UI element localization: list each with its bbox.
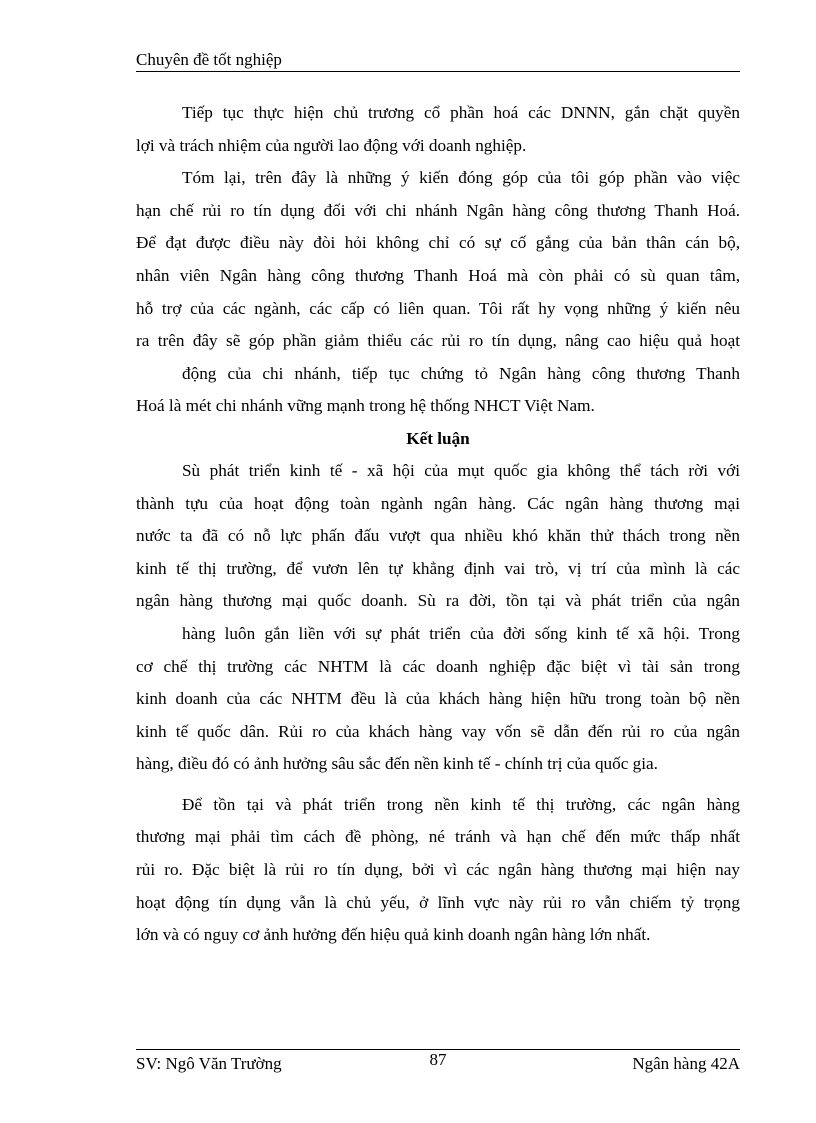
text-line: hàng luôn gắn liền với sự phát triển của đời sống kinh tế xã hội. Trong xyxy=(182,623,740,643)
body-text xyxy=(136,97,740,952)
paragraph-gap xyxy=(136,781,740,789)
text-line: hạn chế rủi ro tín dụng đối với chi nhánh Ngân hàng công thương Thanh Hoá. xyxy=(136,200,740,220)
text-line: nước ta đã có nỗ lực phấn đấu vượt qua nhiều khó khăn thử thách trong nền xyxy=(136,526,740,546)
text-line: rủi ro. Đặc biệt là rủi ro tín dụng, bởi vì các ngân hàng thương mại hiện nay xyxy=(136,860,740,880)
text-line: hỗ trợ của các ngành, các cấp có liên quan. Tôi rất hy vọng những ý kiến nêu xyxy=(136,298,740,318)
text-line: Hoá là mét chi nhánh vững mạnh trong hệ thống NHCT Việt Nam. xyxy=(136,396,595,416)
footer-student-name: SV: Ngô Văn Trường xyxy=(136,1054,282,1073)
text-line: kinh tế thị trường, để vươn lên tự khẳng định vai trò, vị trí của mình là các xyxy=(136,558,740,578)
text-line: Tóm lại, trên đây là những ý kiến đóng góp của tôi góp phần vào việc xyxy=(182,168,740,188)
text-line: thành tựu của hoạt động toàn ngành ngân hàng. Các ngân hàng thương mại xyxy=(136,493,740,513)
text-line: lớn và có nguy cơ ảnh hưởng đến hiệu quả kinh doanh ngân hàng lớn nhất. xyxy=(136,925,651,945)
text-line: Để đạt được điều này đòi hỏi không chỉ có sự cố gắng của bản thân cán bộ, xyxy=(136,233,740,253)
text-line: hoạt động tín dụng vẫn là chủ yếu, ở lĩnh vực này rủi ro vẫn chiếm tỷ trọng xyxy=(136,892,740,912)
page-header-title: Chuyên đề tốt nghiệp xyxy=(136,50,282,69)
section-heading-conclusion: Kết luận xyxy=(406,428,470,448)
text-line: động của chi nhánh, tiếp tục chứng tỏ Ngân hàng công thương Thanh xyxy=(182,363,740,383)
text-line: lợi và trách nhiệm của người lao động với doanh nghiệp. xyxy=(136,135,527,155)
text-line: cơ chế thị trường các NHTM là các doanh nghiệp đặc biệt vì tài sản trong xyxy=(136,656,740,676)
footer-class-name: Ngân hàng 42A xyxy=(632,1054,740,1073)
text-line: Sù phát triển kinh tế - xã hội của mụt quốc gia không thể tách rời với xyxy=(182,460,740,480)
text-line: kinh tế quốc dân. Rủi ro của khách hàng vay vốn sẽ dẫn đến rủi ro của ngân xyxy=(136,721,740,741)
text-line: ra trên đây sẽ góp phần giảm thiểu các rủi ro tín dụng, nâng cao hiệu quả hoạt xyxy=(136,331,740,351)
text-line: hàng, điều đó có ảnh hưởng sâu sắc đến nền kinh tế - chính trị của quốc gia. xyxy=(136,754,658,774)
page-footer xyxy=(136,1050,740,1074)
text-line: thương mại phải tìm cách đề phòng, né tránh và hạn chế đến mức thấp nhất xyxy=(136,827,740,847)
header-divider xyxy=(136,71,740,72)
text-line: ngân hàng thương mại quốc doanh. Sù ra đời, tồn tại và phát triển của ngân xyxy=(136,591,740,611)
text-line: Để tồn tại và phát triển trong nền kinh tế thị trường, các ngân hàng xyxy=(182,794,740,814)
text-line: nhân viên Ngân hàng công thương Thanh Hoá mà còn phải có sù quan tâm, xyxy=(136,265,740,285)
text-line: Tiếp tục thực hiện chủ trương cổ phần hoá các DNNN, gắn chặt quyền xyxy=(182,103,740,122)
text-line: kinh doanh của các NHTM đều là của khách hàng hiện hữu trong toàn bộ nền xyxy=(136,689,740,709)
footer-page-number: 87 xyxy=(429,1050,447,1069)
